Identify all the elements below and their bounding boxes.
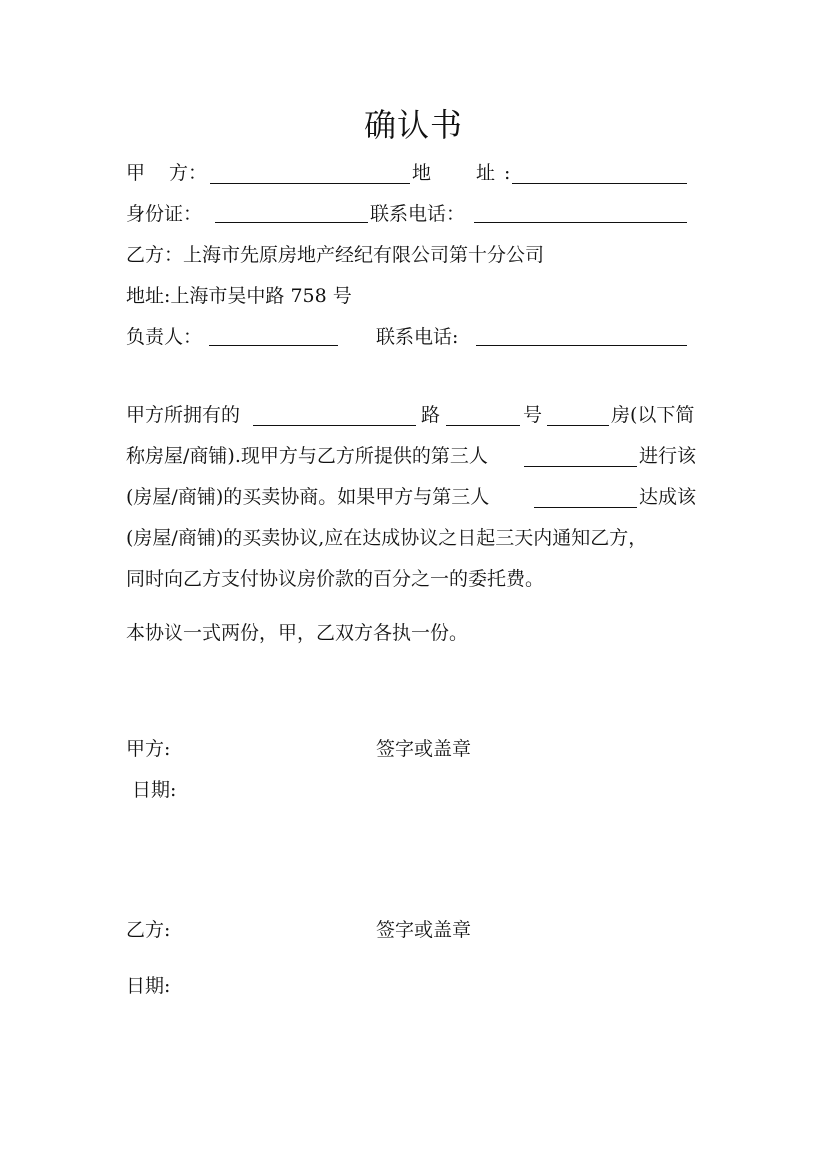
party-b-phone-field[interactable] — [476, 345, 687, 346]
property-road-field[interactable] — [253, 425, 416, 426]
sign-b-label: 乙方: — [126, 919, 171, 941]
body-text: 进行该 — [639, 445, 697, 467]
sign-b-date[interactable]: 日期: — [126, 975, 171, 997]
party-a-address-label-zhi: 址 — [476, 162, 496, 184]
body-text: 号 — [523, 404, 543, 426]
third-party-field-2[interactable] — [534, 507, 637, 508]
body-text: 房(以下简 — [611, 404, 695, 426]
body-line-5: 同时向乙方支付协议房价款的百分之一的委托费。 — [126, 568, 545, 590]
party-a-address-label-di: 地 — [412, 162, 432, 184]
sign-a-date[interactable]: 日期: — [132, 779, 177, 801]
party-a-address-field[interactable] — [512, 183, 687, 184]
party-a-address-colon: : — [504, 162, 511, 184]
body-text: 甲方所拥有的 — [126, 404, 241, 426]
body-text: 路 — [421, 404, 441, 426]
body-text: (房屋/商铺)的买卖协商。如果甲方与第三人 — [126, 486, 490, 508]
party-b-manager-label: 负责人： — [126, 326, 203, 348]
sign-b-signature[interactable]: 签字或盖章 — [376, 919, 472, 941]
party-b-name: 乙方：上海市先原房地产经纪有限公司第十分公司 — [126, 244, 545, 266]
party-a-id-label: 身份证： — [126, 203, 203, 225]
party-a-id-field[interactable] — [215, 222, 368, 223]
sign-a-signature[interactable]: 签字或盖章 — [376, 738, 472, 760]
third-party-field-1[interactable] — [524, 466, 637, 467]
body-text: 达成该 — [639, 486, 697, 508]
party-a-label-jia: 甲 — [126, 162, 146, 184]
body-line-4: (房屋/商铺)的买卖协议,应在达成协议之日起三天内通知乙方， — [126, 527, 648, 549]
body-text: 称房屋/商铺).现甲方与乙方所提供的第三人 — [126, 445, 488, 467]
party-a-label-fang: 方： — [169, 162, 208, 184]
party-b-address: 地址:上海市吴中路 758 号 — [126, 285, 352, 307]
property-road-number-field[interactable] — [446, 425, 520, 426]
party-a-phone-field[interactable] — [474, 222, 687, 223]
party-a-phone-label: 联系电话： — [370, 203, 466, 225]
party-a-name-field[interactable] — [210, 183, 410, 184]
page-title: 确认书 — [363, 106, 463, 144]
body-line-6: 本协议一式两份，甲，乙双方各执一份。 — [126, 622, 469, 644]
party-b-manager-field[interactable] — [209, 345, 338, 346]
sign-a-label: 甲方: — [126, 738, 171, 760]
property-room-field[interactable] — [547, 425, 609, 426]
party-b-phone-label: 联系电话: — [376, 326, 459, 348]
